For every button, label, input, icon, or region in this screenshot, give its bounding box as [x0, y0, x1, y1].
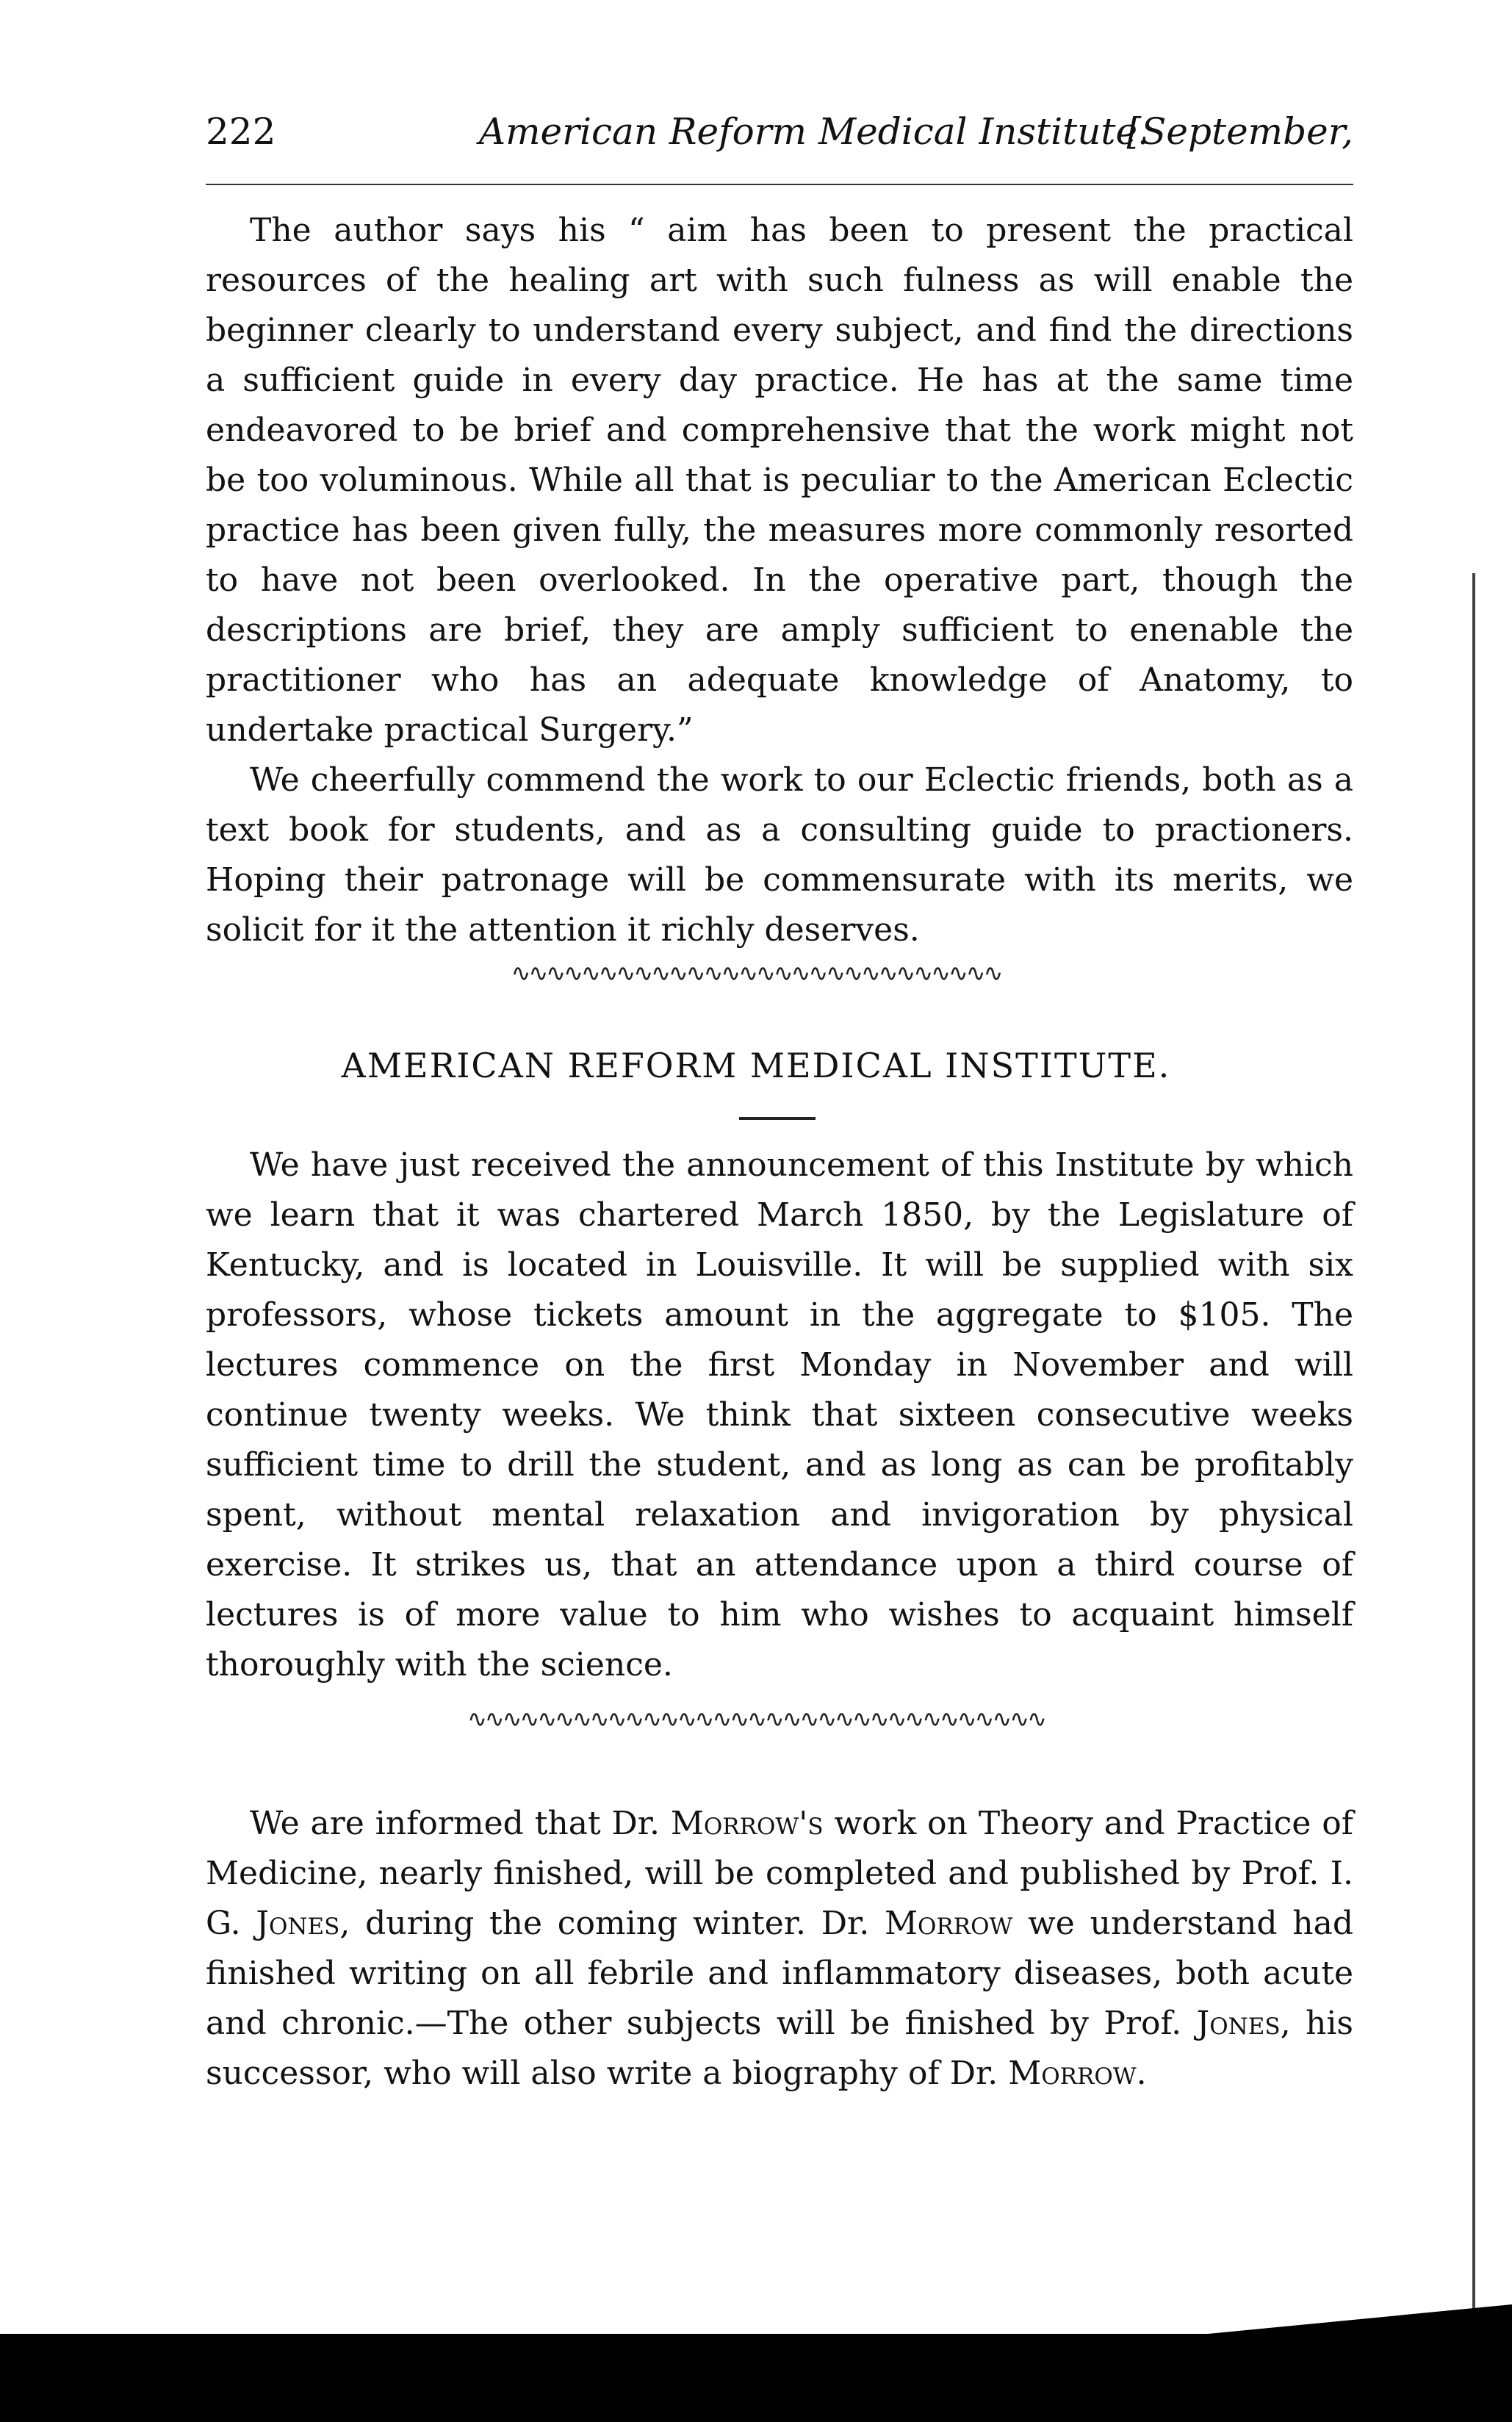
- page-number: 222: [206, 110, 276, 153]
- section-title: AMERICAN REFORM MEDICAL INSTITUTE.: [341, 1046, 1171, 1085]
- ornamental-divider: ∿∿∿∿∿∿∿∿∿∿∿∿∿∿∿∿∿∿∿∿∿∿∿∿∿∿∿∿∿∿∿∿∿: [467, 1705, 1045, 1733]
- scan-bottom-bar: [0, 2334, 1512, 2422]
- name-morrow: Morrow: [884, 1905, 1013, 1942]
- name-morrow: Morrow: [1008, 2055, 1137, 2092]
- review-paragraph-2: We cheerfully commend the work to our Eclectic friends, both as a text book for students, and as a consulting guide to practioners. Hoping their patronage will be commensurate with its merits, we solicit for it the attention it richly deserves.: [206, 761, 1353, 949]
- notice-text: work on Theory and Practice of Medicine, nearly finished, will be completed and published by Prof. I. G.: [206, 1805, 1353, 1942]
- name-morrow: Morrow's: [670, 1805, 824, 1842]
- notice-text: , during the coming winter. Dr.: [339, 1905, 885, 1942]
- running-month: [September,: [1126, 110, 1353, 153]
- header-rule: [206, 184, 1353, 185]
- review-paragraph-1: The author says his “ aim has been to present the practical resources of the healing art with such fulness as will enable the beginner clearly to understand every subject, and find the directions a sufficient guide in every day practice. He has at the same time endeavored to be brief and comprehensive that the work might not be too voluminous. While all that is peculiar to the American Eclectic practice has been given fully, the measures more commonly resorted to have not been overlooked. In the operative part, though the descriptions are brief, they are amply sufficient to enenable the practitioner who has an adequate knowledge of Anatomy, to undertake practical Surgery.”: [206, 212, 1353, 749]
- title-rule: [739, 1117, 816, 1120]
- notice-text: , his successor, who will also write a biography of Dr.: [206, 2005, 1354, 2092]
- institute-paragraph: We have just received the announcement of this Institute by which we learn that it was chartered March 1850, by the Legislature of Kentucky, and is located in Louisville. It will be supplied with six professors, whose tickets amount in the aggregate to $105. The lectures commence on the first Monday in November and will continue twenty weeks. We think that sixteen consecutive weeks sufficient time to drill the student, and as long as can be profitably spent, without mental relaxation and invigoration by physical exercise. It strikes us, that an attendance upon a third course of lectures is of more value to him who wishes to acquaint himself thoroughly with the science.: [206, 1146, 1353, 1683]
- notice-text: We are informed that Dr.: [250, 1805, 671, 1842]
- notice-section: [206, 1799, 1353, 2099]
- institute-section: [206, 1140, 1353, 1690]
- notice-text: we understand had finished writing on all febrile and inflammatory diseases, both acute and chronic.—The other subjects will be finished by Prof.: [206, 1905, 1353, 2042]
- name-jones: Jones: [256, 1905, 340, 1942]
- name-jones: Jones: [1196, 2005, 1281, 2042]
- review-section: [206, 206, 1353, 955]
- page-header: [206, 110, 1353, 169]
- notice-text: .: [1136, 2055, 1147, 2092]
- ornamental-divider: ∿∿∿∿∿∿∿∿∿∿∿∿∿∿∿∿∿∿∿∿∿∿∿∿∿∿∿∿: [511, 959, 1001, 987]
- page-edge-line: [1472, 573, 1475, 2329]
- notice-paragraph: [206, 1799, 1353, 2099]
- running-title: American Reform Medical Institute.: [479, 110, 1150, 153]
